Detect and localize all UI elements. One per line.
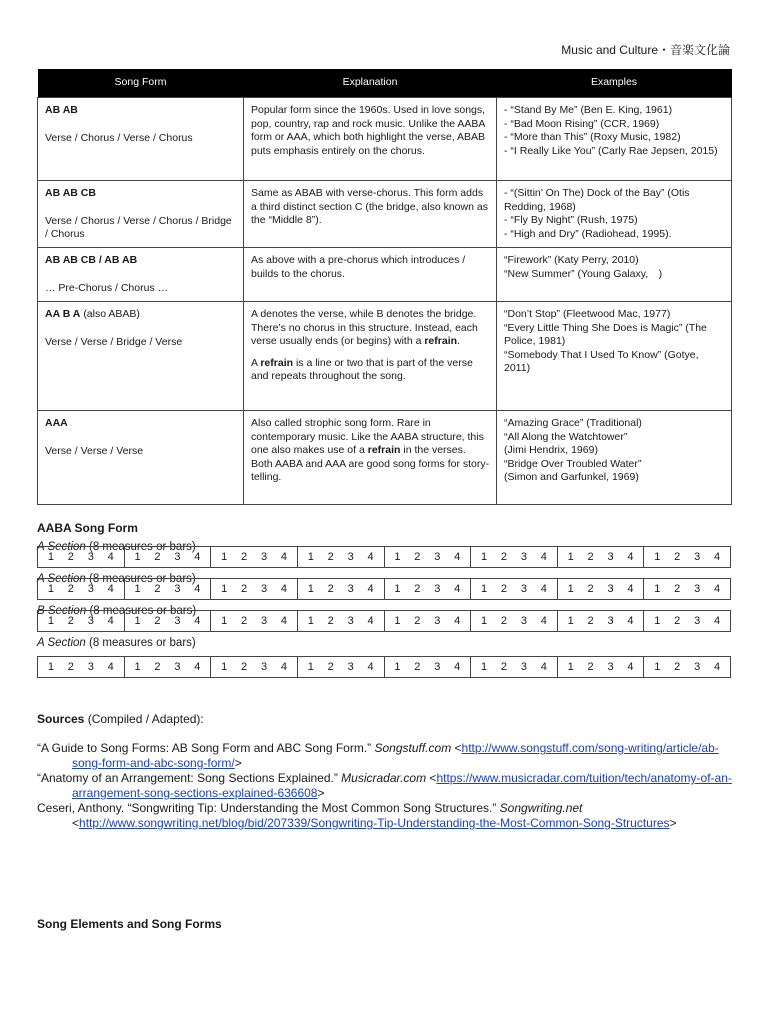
beat-number: 4 (454, 661, 461, 673)
examples-cell (497, 248, 732, 302)
beat-number: 3 (347, 661, 354, 673)
measure (38, 611, 124, 631)
beat-number: 4 (627, 615, 634, 627)
beat-number: 2 (674, 583, 681, 595)
beat-number: 1 (567, 551, 574, 563)
form-description: Verse / Chorus / Verse / Chorus / Bridge / Chorus (45, 214, 232, 240)
beat-number: 2 (67, 583, 74, 595)
beat-number: 3 (607, 615, 614, 627)
song-elements-title: Song Elements and Song Forms (37, 917, 222, 931)
beat-number: 4 (627, 583, 634, 595)
example-item: - “I Really Like You” (Carly Rae Jepsen, 2015) (504, 144, 718, 157)
beat-number: 1 (221, 615, 228, 627)
beat-number: 3 (87, 661, 94, 673)
explanation-text: A refrain is a line or two that is part of the verse and repeats throughout the song. (251, 356, 473, 382)
beat-number: 4 (280, 583, 287, 595)
measure (38, 657, 124, 677)
source-item: Ceseri, Anthony. “Songwriting Tip: Understanding the Most Common Song Structures.” Songwriting.net <http://www.songwriting.net/blog/bid/207339/Songwriting-Tip-Understanding-the-Most-Common-Song-Structures> (37, 801, 677, 830)
beat-number: 3 (694, 615, 701, 627)
beat-number: 3 (347, 583, 354, 595)
beat-number: 2 (414, 661, 421, 673)
measure (210, 611, 297, 631)
beat-number: 4 (107, 583, 114, 595)
column-header: Explanation (244, 69, 497, 98)
beat-number: 3 (520, 615, 527, 627)
measure (124, 547, 211, 567)
source-item: “Anatomy of an Arrangement: Song Sections Explained.” Musicradar.com <https://www.musicradar.com/tuition/tech/anatomy-of-an-arrangement-song-sections-explained-636608> (37, 771, 732, 800)
beat-number: 4 (540, 615, 547, 627)
beat-number: 2 (154, 661, 161, 673)
beat-number: 1 (567, 661, 574, 673)
beat-number: 1 (134, 551, 141, 563)
beat-number: 3 (434, 615, 441, 627)
beat-number: 1 (134, 661, 141, 673)
beat-number: 1 (394, 661, 401, 673)
measure (38, 547, 124, 567)
beat-number: 2 (674, 661, 681, 673)
form-title: AB AB CB (45, 187, 96, 199)
beat-number: 2 (327, 661, 334, 673)
beat-number: 3 (607, 661, 614, 673)
measure (297, 547, 384, 567)
explanation-text: A denotes the verse, while B denotes the bridge. There’s no chorus in this structure. Instead, each verse usually ends (or begins) with a refrain. (251, 308, 478, 347)
example-item: - “More than This” (Roxy Music, 1982) (504, 131, 681, 143)
measure (38, 579, 124, 599)
beat-number: 3 (607, 551, 614, 563)
beat-number: 3 (694, 661, 701, 673)
beat-number: 1 (221, 551, 228, 563)
beat-number: 1 (654, 551, 661, 563)
section-label: B Section (8 measures or bars) (37, 605, 197, 617)
form-cell (38, 181, 244, 248)
beat-number: 4 (713, 583, 721, 595)
beat-number: 1 (307, 615, 314, 627)
column-header: Examples (497, 69, 732, 98)
example-item: “Amazing Grace” (Traditional) (504, 417, 642, 429)
measure (210, 579, 297, 599)
explanation-text: Also called strophic song form. Rare in contemporary music. Like the AABA structure, this one also makes use of a refrain in the verses. Both AABA and AAA are good song forms for story-telling. (251, 417, 490, 483)
example-item: - “High and Dry” (Radiohead, 1995). (504, 227, 672, 240)
example-item: - “Bad Moon Rising” (CCR, 1969) (504, 117, 660, 130)
beat-number: 3 (520, 583, 527, 595)
measure (557, 547, 644, 567)
measure (557, 579, 644, 599)
beat-number: 1 (221, 583, 228, 595)
beat-number: 3 (434, 551, 441, 563)
beat-number: 3 (434, 583, 441, 595)
table-row (38, 302, 732, 411)
form-title: AB AB (45, 104, 78, 116)
form-title: AAA (45, 417, 68, 429)
measure (470, 611, 557, 631)
beat-number: 2 (154, 583, 161, 595)
source-item: “A Guide to Song Forms: AB Song Form and ABC Song Form.” Songstuff.com <http://www.songstuff.com/song-writing/article/ab-song-form-and-abc-song-form/> (37, 741, 719, 770)
explanation-text: Popular form since the 1960s. Used in love songs, pop, country, rap and rock music. Unlike the AABA form or AAA, which both highlight the verse, ABAB puts emphasis entirely on the chorus. (251, 104, 486, 157)
beat-number: 3 (174, 583, 181, 595)
form-cell (38, 98, 244, 181)
beat-number: 1 (481, 615, 488, 627)
refrain-term: refrain (424, 335, 458, 347)
beat-number: 1 (307, 583, 314, 595)
beat-number: 2 (414, 615, 421, 627)
beat-number: 3 (87, 583, 94, 595)
table-header-row (38, 69, 732, 98)
beat-number: 2 (327, 615, 334, 627)
beat-number: 3 (607, 583, 614, 595)
table-row (38, 411, 732, 505)
source-site: Songwriting.net (499, 801, 583, 815)
beat-number: 4 (280, 661, 287, 673)
beat-number: 4 (713, 615, 721, 627)
measure (557, 657, 644, 677)
example-item: “All Along the Watchtower” (504, 430, 628, 443)
explanation-text: As above with a pre-chorus which introduces / builds to the chorus. (251, 254, 466, 280)
beat-number: 2 (327, 551, 334, 563)
source-link[interactable]: https://www.musicradar.com/tuition/tech/anatomy-of-an-arrangement-song-sections-explained-636608 (72, 771, 732, 800)
beat-number: 1 (394, 615, 401, 627)
example-item: “Somebody That I Used To Know” (Gotye, 2011) (504, 348, 699, 374)
explanation-cell (244, 181, 497, 248)
beat-number: 2 (674, 551, 681, 563)
beat-number: 2 (414, 583, 421, 595)
examples-cell (497, 302, 732, 411)
beat-number: 4 (107, 551, 114, 563)
form-description: Verse / Chorus / Verse / Chorus (45, 131, 193, 144)
explanation-cell (244, 98, 497, 181)
beat-number: 1 (47, 661, 55, 673)
measure (384, 611, 471, 631)
beat-number: 3 (260, 583, 268, 595)
beat-number: 3 (694, 583, 701, 595)
beat-number: 3 (87, 551, 94, 563)
example-item: - “Fly By Night” (Rush, 1975) (504, 214, 638, 226)
form-cell (38, 248, 244, 302)
measure (210, 657, 297, 677)
beat-number: 3 (87, 615, 94, 627)
sources-heading: Sources (Compiled / Adapted): (37, 712, 204, 726)
form-description: … Pre-Chorus / Chorus … (45, 281, 169, 294)
measure (124, 657, 211, 677)
column-header: Song Form (38, 69, 244, 98)
section-label: A Section (8 measures or bars) (37, 637, 196, 649)
beat-number: 3 (174, 551, 181, 563)
beat-number: 1 (567, 583, 574, 595)
measure (643, 579, 730, 599)
beat-number: 4 (454, 583, 461, 595)
beat-number: 2 (500, 583, 508, 595)
form-title-line (45, 308, 237, 322)
measure (470, 547, 557, 567)
measure (297, 579, 384, 599)
example-item: “Bridge Over Troubled Water” (504, 457, 642, 470)
aaba-title: AABA Song Form (37, 521, 138, 535)
header-course-title: Music and Culture・音楽文化論 (561, 43, 730, 57)
beat-number: 4 (280, 551, 287, 563)
beat-number: 4 (713, 661, 721, 673)
beat-number: 2 (67, 551, 74, 563)
beat-number: 4 (194, 661, 201, 673)
measure (297, 657, 384, 677)
example-item: “Don’t Stop” (Fleetwood Mac, 1977) (504, 308, 671, 320)
example-item: (Jimi Hendrix, 1969) (504, 444, 598, 456)
song-form-table (37, 69, 732, 505)
source-link[interactable]: http://www.songwriting.net/blog/bid/207339/Songwriting-Tip-Understanding-the-Most-Common-Song-Structures (79, 816, 670, 830)
beat-number: 1 (47, 551, 55, 563)
beat-number: 2 (241, 615, 248, 627)
beat-number: 3 (434, 661, 441, 673)
form-description: Verse / Verse / Verse (45, 444, 144, 457)
measure (297, 611, 384, 631)
measure (384, 547, 471, 567)
form-description: Verse / Verse / Bridge / Verse (45, 335, 183, 348)
beat-number: 1 (654, 583, 661, 595)
beat-number: 4 (194, 551, 201, 563)
table-row (38, 248, 732, 302)
explanation-cell (244, 302, 497, 411)
beat-number: 2 (587, 661, 594, 673)
beat-number: 2 (500, 661, 508, 673)
refrain-term: refrain (260, 356, 294, 369)
example-item: “Every Little Thing She Does is Magic” (The Police, 1981) (504, 321, 707, 347)
examples-cell (497, 98, 732, 181)
example-item: “Firework” (Katy Perry, 2010) (504, 254, 639, 266)
form-cell (38, 302, 244, 411)
beat-number: 1 (654, 661, 661, 673)
table-row (38, 98, 732, 181)
measure (470, 657, 557, 677)
source-link[interactable]: http://www.songstuff.com/song-writing/article/ab-song-form-and-abc-song-form/ (72, 741, 719, 770)
form-title: AB AB CB / AB AB (45, 254, 138, 266)
beat-number: 4 (627, 661, 634, 673)
form-cell (38, 411, 244, 505)
explanation-text: Same as ABAB with verse-chorus. This form adds a third distinct section C (the bridge, also known as the “Middle 8”). (251, 187, 488, 226)
beat-number: 4 (540, 551, 547, 563)
beat-number: 2 (414, 551, 421, 563)
beat-number: 2 (587, 615, 594, 627)
beat-number: 4 (454, 551, 461, 563)
measure (643, 611, 730, 631)
beat-number: 3 (520, 661, 527, 673)
beat-number: 4 (107, 615, 114, 627)
example-item: - “Stand By Me” (Ben E. King, 1961) (504, 104, 673, 116)
beat-number: 3 (260, 551, 268, 563)
measure (124, 579, 211, 599)
beat-number: 1 (481, 551, 488, 563)
example-item: (Simon and Garfunkel, 1969) (504, 471, 639, 483)
measure (124, 611, 211, 631)
beat-number: 2 (500, 551, 508, 563)
measure (210, 547, 297, 567)
beat-number: 3 (347, 615, 354, 627)
beat-number: 2 (154, 551, 161, 563)
beat-number: 4 (280, 615, 287, 627)
sources-block (37, 712, 737, 831)
beat-number: 3 (260, 615, 268, 627)
beat-number: 1 (567, 615, 574, 627)
table-row (38, 181, 732, 248)
beat-number: 3 (520, 551, 527, 563)
beat-number: 1 (307, 661, 314, 673)
beat-number: 1 (481, 661, 488, 673)
example-item: “New Summer” (Young Galaxy, ) (504, 267, 663, 280)
measure (557, 611, 644, 631)
beat-number: 4 (367, 661, 374, 673)
explanation-cell (244, 248, 497, 302)
measure-row (37, 578, 731, 600)
section-label: A Section (8 measures or bars) (37, 541, 196, 553)
beat-number: 2 (67, 661, 74, 673)
measure-row (37, 546, 731, 568)
beat-number: 1 (221, 661, 228, 673)
example-item: - “(Sittin’ On The) Dock of the Bay” (Otis Redding, 1968) (504, 187, 690, 213)
beat-number: 1 (134, 615, 141, 627)
refrain-term: refrain (367, 444, 401, 456)
beat-number: 1 (654, 615, 661, 627)
beat-number: 4 (194, 583, 201, 595)
beat-number: 4 (454, 615, 461, 627)
measure-row (37, 656, 731, 678)
beat-number: 2 (587, 583, 594, 595)
beat-number: 4 (713, 551, 721, 563)
measure (470, 579, 557, 599)
measure (384, 657, 471, 677)
source-site: Songstuff.com (374, 741, 452, 755)
beat-number: 2 (241, 551, 248, 563)
beat-number: 1 (394, 551, 401, 563)
beat-number: 4 (107, 661, 114, 673)
beat-number: 1 (307, 551, 314, 563)
beat-number: 3 (260, 661, 268, 673)
beat-number: 4 (627, 551, 634, 563)
beat-number: 2 (500, 615, 508, 627)
beat-number: 1 (481, 583, 488, 595)
beat-number: 2 (154, 615, 161, 627)
source-site: Musicradar.com (341, 771, 427, 785)
explanation-cell (244, 411, 497, 505)
beat-number: 2 (674, 615, 681, 627)
beat-number: 4 (367, 551, 374, 563)
beat-number: 2 (67, 615, 74, 627)
beat-number: 1 (134, 583, 141, 595)
measure (384, 579, 471, 599)
measure (643, 657, 730, 677)
beat-number: 3 (694, 551, 701, 563)
beat-number: 1 (47, 583, 55, 595)
beat-number: 1 (394, 583, 401, 595)
form-title-suffix: (also ABAB) (83, 308, 140, 320)
beat-number: 2 (241, 661, 248, 673)
measure (643, 547, 730, 567)
beat-number: 2 (587, 551, 594, 563)
beat-number: 4 (194, 615, 201, 627)
beat-number: 4 (367, 583, 374, 595)
beat-number: 2 (241, 583, 248, 595)
beat-number: 3 (174, 661, 181, 673)
beat-number: 4 (367, 615, 374, 627)
examples-cell (497, 181, 732, 248)
beat-number: 3 (174, 615, 181, 627)
examples-cell (497, 411, 732, 505)
form-title: AA B A (45, 308, 81, 320)
beat-number: 3 (347, 551, 354, 563)
beat-number: 1 (47, 615, 55, 627)
beat-number: 4 (540, 583, 547, 595)
measure-row (37, 610, 731, 632)
beat-number: 2 (327, 583, 334, 595)
beat-number: 4 (540, 661, 547, 673)
section-label: A Section (8 measures or bars) (37, 573, 196, 585)
